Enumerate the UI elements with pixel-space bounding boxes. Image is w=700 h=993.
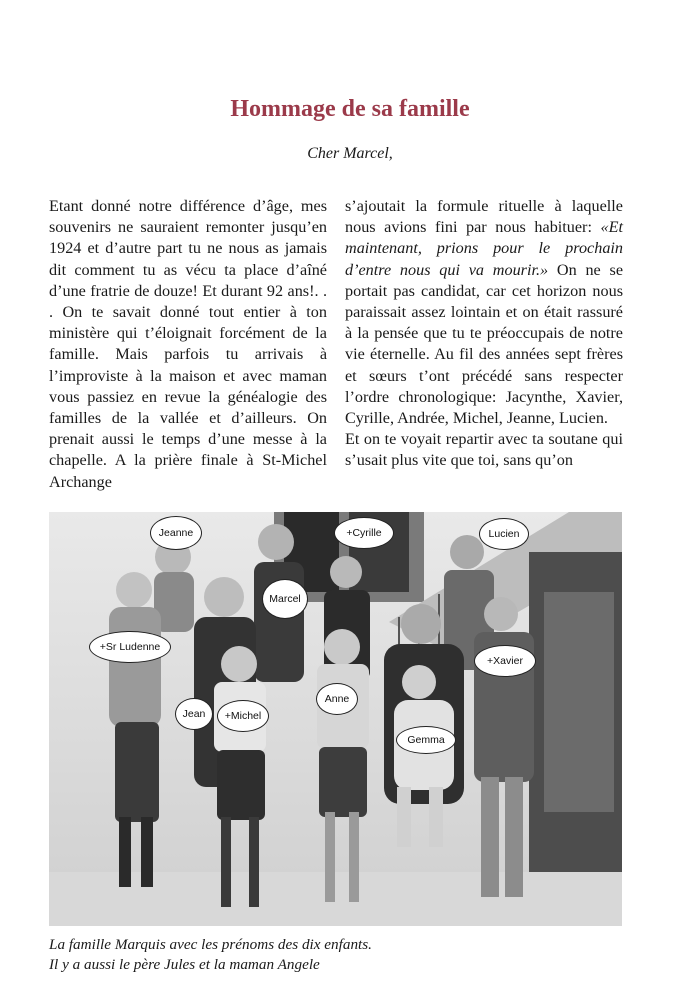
- right-column-paragraph: [345, 196, 623, 429]
- page-title: Hommage de sa famille: [230, 96, 470, 122]
- label-sr-ludenne: +Sr Ludenne: [89, 631, 171, 663]
- label-jeanne: Jeanne: [150, 516, 202, 550]
- label-anne: Anne: [316, 683, 358, 715]
- label-cyrille: +Cyrille: [334, 517, 394, 549]
- label-michel: +Michel: [217, 700, 269, 732]
- caption-line-2: Il y a aussi le père Jules et la maman Angele: [49, 955, 320, 973]
- label-lucien: Lucien: [479, 518, 529, 550]
- label-xavier: +Xavier: [474, 645, 536, 677]
- prayer-quote: «Et maintenant, prions pour le prochain d’entre nous qui va mourir.»: [345, 218, 623, 279]
- right-column-rest: On ne se portait pas candidat, car cet horizon nous paraissait assez lointain et on était rassuré à la pensée que tu te préoccupais de notre vie éternelle. Au fil des années sept frères et sœurs t’ont précédé sans respecter l’ordre chronologique: Jacynthe, Xavier, Cyrille, Andrée, Michel, Jeanne, Lucien.: [345, 260, 624, 428]
- left-column-paragraph: Etant donné notre différence d’âge, mes souvenirs ne sauraient remonter jusqu’en 1924 et d’autre part tu ne nous as jamais dit comment tu as vécu ta place d’aîné d’une fratrie de douze! Et durant 92 ans!. . . On te savait donné tout entier à ton ministère qui t’éloignait forcément de la famille. Mais parfois tu arrivais à l’improviste à la maison et avec maman vous passiez en revue la généalogie des familles de la vallée et d’ailleurs. On prenait aussi le temps d’une messe à la chapelle. A la prière finale à St-Michel Archange: [49, 197, 327, 491]
- label-marcel: Marcel: [262, 579, 308, 619]
- photo-caption: [49, 935, 649, 974]
- text-column-right: [345, 196, 623, 472]
- family-photo-image: [49, 512, 622, 926]
- salutation: Cher Marcel,: [307, 145, 393, 162]
- label-gemma: Gemma: [396, 726, 456, 754]
- caption-line-1: La famille Marquis avec les prénoms des dix enfants.: [49, 936, 372, 953]
- family-photo: [49, 512, 622, 926]
- right-column-intro: s’ajoutait la formule rituelle à laquelle nous avions fini par nous habituer:: [345, 197, 623, 237]
- label-jean: Jean: [175, 698, 213, 730]
- text-column-left: [49, 196, 327, 493]
- right-column-last-paragraph: Et on te voyait repartir avec ta soutane qui s’usait plus vite que toi, sans qu’on: [345, 430, 623, 470]
